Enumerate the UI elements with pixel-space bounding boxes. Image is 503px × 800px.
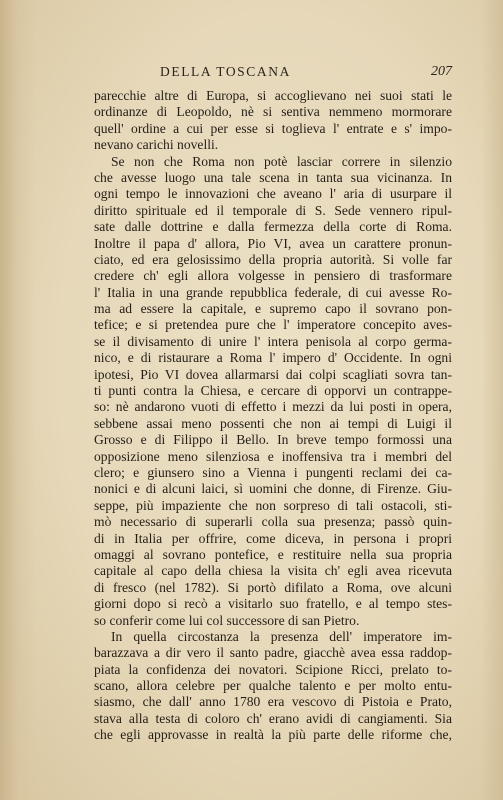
text-line: Se non che Roma non potè lasciar correre in silenzio bbox=[111, 153, 452, 169]
text-line: Grosso e di Filippo il Bello. In breve tempo formossi una bbox=[94, 432, 452, 448]
text-line: Inoltre il papa d' allora, Pio VI, avea un carattere pronun- bbox=[94, 235, 452, 251]
text-line: scano, allora celebre per qualche talento e per molto entu- bbox=[94, 678, 452, 694]
text-line: barazzava a dir vero il santo padre, giacchè avea essa raddop- bbox=[94, 645, 452, 661]
text-line: piata la confidenza dei novatori. Scipione Ricci, prelato to- bbox=[94, 661, 452, 677]
text-line: ipotesi, Pio VI dovea allarmarsi dai colpi scagliati sovra tan- bbox=[94, 366, 452, 382]
text-line: giorni dopo si recò a visitarlo suo fratello, e al tempo stes- bbox=[94, 596, 452, 612]
paragraph bbox=[94, 154, 452, 629]
text-line: nonici e di alcuni laici, sì uomini che donne, di Firenze. Giu- bbox=[94, 481, 452, 497]
text-line: l' Italia in una grande repubblica federale, di cui avesse Ro- bbox=[94, 284, 452, 300]
text-line: che egli approvasse in realtà la più parte delle riforme che, bbox=[94, 727, 452, 743]
text-line: parecchie altre di Europa, si accoglievano nei suoi stati le bbox=[94, 88, 452, 103]
text-line: se il divisamento di unire l' intera penisola al corpo germa- bbox=[94, 333, 452, 349]
text-line: opposizione meno silenziosa e inoffensiva tra i membri del bbox=[94, 448, 452, 464]
text-line: di fresco (nel 1782). Si portò difilato a Roma, ove alcuni bbox=[94, 579, 452, 595]
text-line: tefice; e si pretendea pure che l' imperatore concepito aves- bbox=[94, 317, 452, 333]
paragraph bbox=[94, 629, 452, 744]
text-line: sate dalle dottrine e dalla fermezza della corte di Roma. bbox=[94, 219, 452, 235]
text-line: sebbene assai meno possenti che non ai tempi di Luigi il bbox=[94, 415, 452, 431]
text-line: credere ch' egli allora volgesse in pensiero di trasformare bbox=[94, 268, 452, 284]
text-line: ogni tempo le innovazioni che aveano l' aria di usurpare il bbox=[94, 186, 452, 202]
text-line: di in Italia per offrire, come diceva, in persona i propri bbox=[94, 530, 452, 546]
text-line: siasmo, che dall' anno 1780 era vescovo di Pistoia e Prato, bbox=[94, 694, 452, 710]
text-line: nico, e di ristaurare a Roma l' impero d' Occidente. In ogni bbox=[94, 350, 452, 366]
text-line: clero; e giunsero sino a Vienna i pungenti reclami dei ca- bbox=[94, 464, 452, 480]
text-line: stava alla testa di coloro ch' erano avidi di cangiamenti. Sia bbox=[94, 710, 452, 726]
text-line: so: nè andarono vuoti di effetto i mezzi da lui posti in opera, bbox=[94, 399, 452, 415]
page-header bbox=[94, 64, 452, 84]
text-line: In quella circostanza la presenza dell' imperatore im- bbox=[111, 628, 452, 644]
text-line: ti punti contra la Chiesa, e cercare di opporvi un contrappe- bbox=[94, 383, 452, 399]
running-head: DELLA TOSCANA bbox=[160, 64, 291, 79]
text-line: seppe, più impaziente che non sorpreso di tali ostacoli, sti- bbox=[94, 497, 452, 513]
text-line: omaggi al sovrano pontefice, e restituire nella sua propria bbox=[94, 546, 452, 562]
page-number: 207 bbox=[431, 64, 452, 79]
text-line: diritto spirituale ed il temporale di S. Sede vennero ripul- bbox=[94, 202, 452, 218]
text-line: ciato, ed era gelosissimo della propria autorità. Si volle far bbox=[94, 251, 452, 267]
text-line: ma ad essere la capitale, e supremo capo il sovrano pon- bbox=[94, 301, 452, 317]
text-line: ordinanze di Leopoldo, nè si sentiva nemmeno mormorare bbox=[94, 104, 452, 120]
text-line: nevano carichi novelli. bbox=[94, 137, 219, 153]
paragraph bbox=[94, 88, 452, 154]
text-line: quell' ordine a cui per esse si toglieva l' entrate e s' impo- bbox=[94, 120, 452, 136]
text-line: so conferir come lui col successore di san Pietro. bbox=[94, 612, 360, 628]
body-text bbox=[94, 88, 452, 744]
text-line: capitale al capo della chiesa la visita ch' egli avea ricevuta bbox=[94, 563, 452, 579]
text-line: che avesse luogo una tale scena in tanta sua vicinanza. In bbox=[94, 169, 452, 185]
text-line: mò necessario di superarli colla sua presenza; passò quin- bbox=[94, 514, 452, 530]
